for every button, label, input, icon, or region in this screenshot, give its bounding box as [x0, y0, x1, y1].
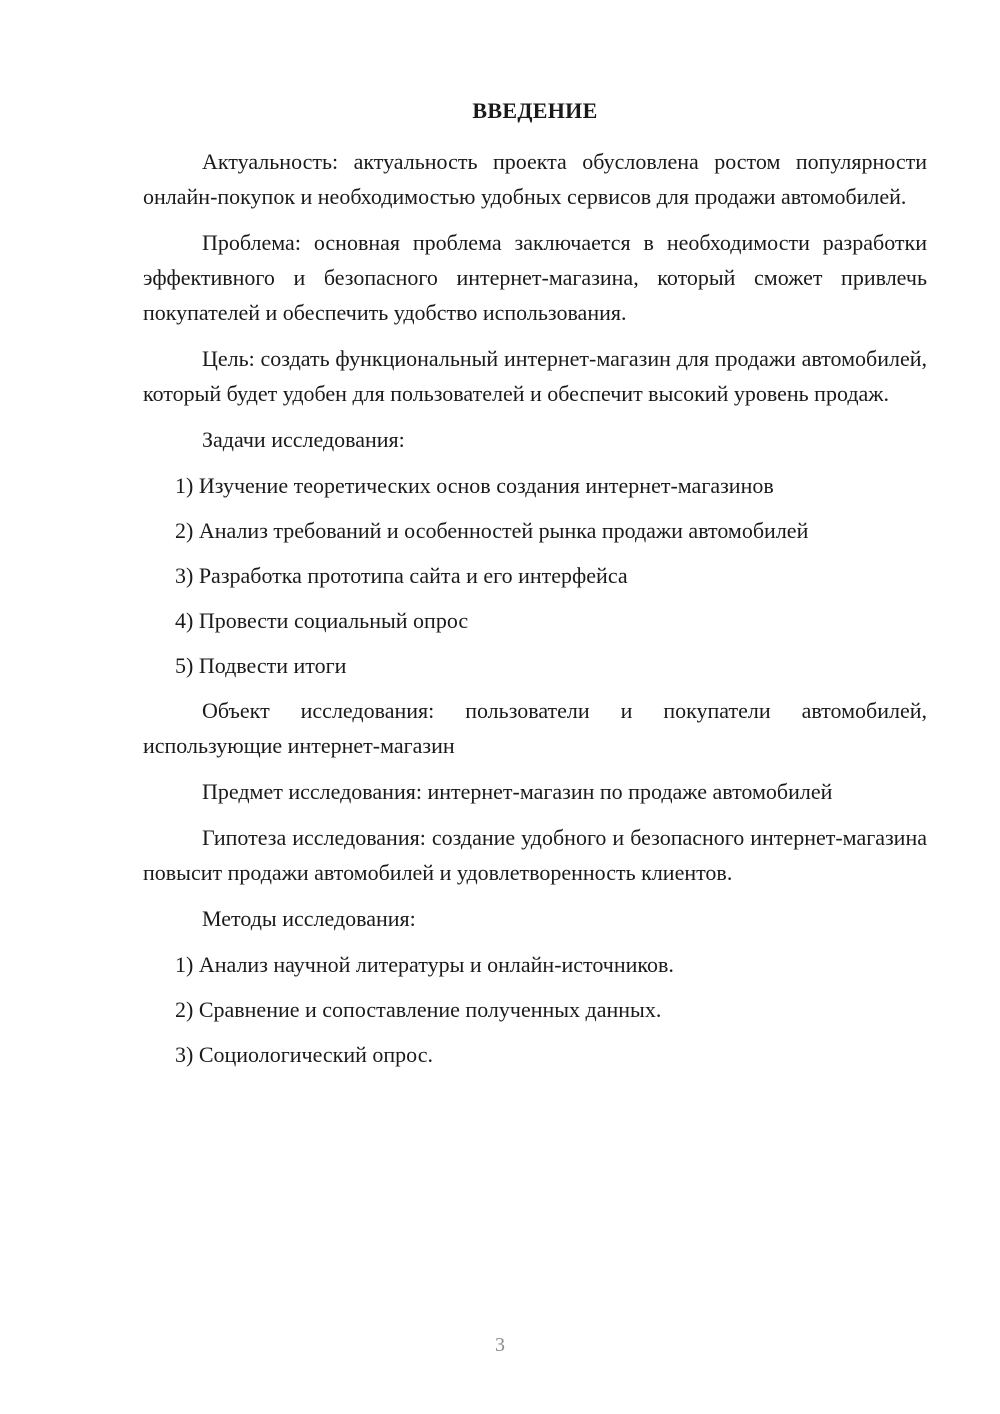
tasks-list: [143, 468, 927, 683]
task-item: 5) Подвести итоги: [175, 653, 347, 678]
task-item: 1) Изучение теоретических основ создания интернет-магазинов: [175, 473, 774, 498]
method-item: 3) Социологический опрос.: [175, 1042, 433, 1067]
methods-heading: Методы исследования:: [202, 906, 416, 931]
document-body: [143, 96, 927, 1082]
task-item: 4) Провести социальный опрос: [175, 608, 469, 633]
goal-paragraph: Цель: создать функциональный интернет-магазин для продажи автомобилей, который будет удобен для пользователей и обеспечит высокий уровень продаж.: [143, 346, 927, 406]
subject-paragraph: Предмет исследования: интернет-магазин по продаже автомобилей: [202, 779, 833, 804]
section-title: ВВЕДЕНИЕ: [472, 98, 598, 123]
page-number: 3: [495, 1334, 505, 1356]
methods-list: [143, 947, 927, 1072]
task-item: 3) Разработка прототипа сайта и его интерфейса: [175, 563, 628, 588]
method-item: 2) Сравнение и сопоставление полученных данных.: [175, 997, 662, 1022]
object-paragraph: Объект исследования: пользователи и покупатели автомобилей, использующие интернет-магазин: [143, 698, 927, 758]
method-item: 1) Анализ научной литературы и онлайн-источников.: [175, 952, 674, 977]
tasks-heading: Задачи исследования:: [202, 427, 405, 452]
relevance-paragraph: Актуальность: актуальность проекта обусловлена ростом популярности онлайн-покупок и необходимостью удобных сервисов для продажи автомобилей.: [143, 149, 927, 209]
hypothesis-paragraph: Гипотеза исследования: создание удобного и безопасного интернет-магазина повысит продажи автомобилей и удовлетворенность клиентов.: [143, 825, 927, 885]
problem-paragraph: Проблема: основная проблема заключается в необходимости разработки эффективного и безопасного интернет-магазина, который сможет привлечь покупателей и обеспечить удобство использования.: [143, 230, 927, 325]
task-item: 2) Анализ требований и особенностей рынка продажи автомобилей: [175, 518, 809, 543]
